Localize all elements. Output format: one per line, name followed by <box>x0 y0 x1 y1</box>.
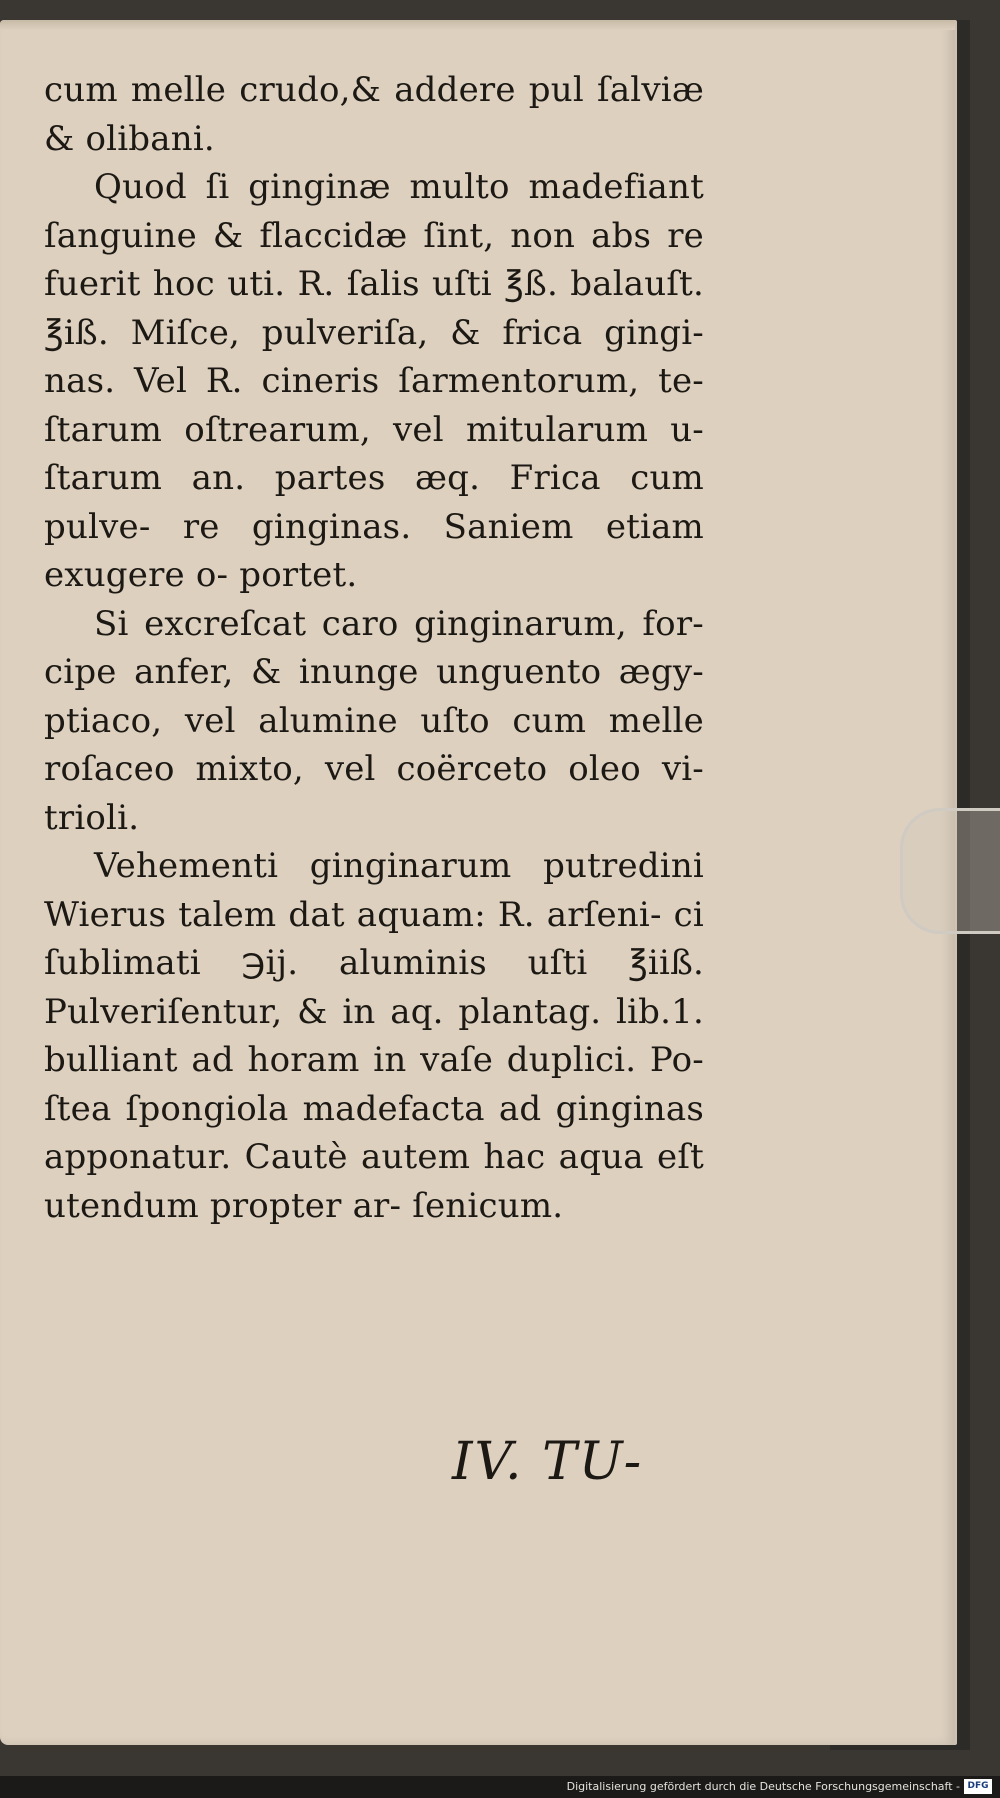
dfg-logo-icon: DFG <box>964 1779 992 1794</box>
paragraph-4: Vehementi ginginarum putredini Wierus talem dat aquam: R. arſeni- ci ſublimati ℈ij. aluminis uſti ℥iiß. Pulveriſentur, & in aq. plantag. lib.1. bulliant ad horam in vaſe duplici. Po- ſtea ſpongiola madefacta ad ginginas apponatur. Cautè autem hac aqua eſt utendum propter ar- ſenicum. <box>44 846 704 1226</box>
digitization-credit: Digitalisierung gefördert durch die Deutsche Forschungsgemeinschaft - <box>566 1780 960 1793</box>
paragraph-2: Quod ſi ginginæ multo madefiant ſanguine & flaccidæ ſint, non abs re fuerit hoc uti. R. ſalis uſti ℥ß. balauſt. ℥iß. Miſce, pulveriſa, & frica gingi- nas. Vel R. cineris ſarmentorum, te- ſtarum oſtrearum, vel mitularum u- ſtarum an. partes æq. Frica cum pulve- re ginginas. Saniem etiam exugere o- portet. <box>44 167 704 595</box>
page-text-block <box>44 66 704 1230</box>
page-top-edge <box>0 20 955 30</box>
paragraph-3: Si excreſcat caro ginginarum, for- cipe anfer, & inunge unguento ægy- ptiaco, vel alumine uſto cum melle roſaceo mixto, vel coërceto oleo vi- trioli. <box>44 603 704 838</box>
page-turn-tab[interactable] <box>900 808 1000 934</box>
paragraph-1: cum melle crudo,& addere pul ſalviæ & olibani. <box>44 70 704 159</box>
catchword: IV. TU- <box>452 1432 644 1492</box>
